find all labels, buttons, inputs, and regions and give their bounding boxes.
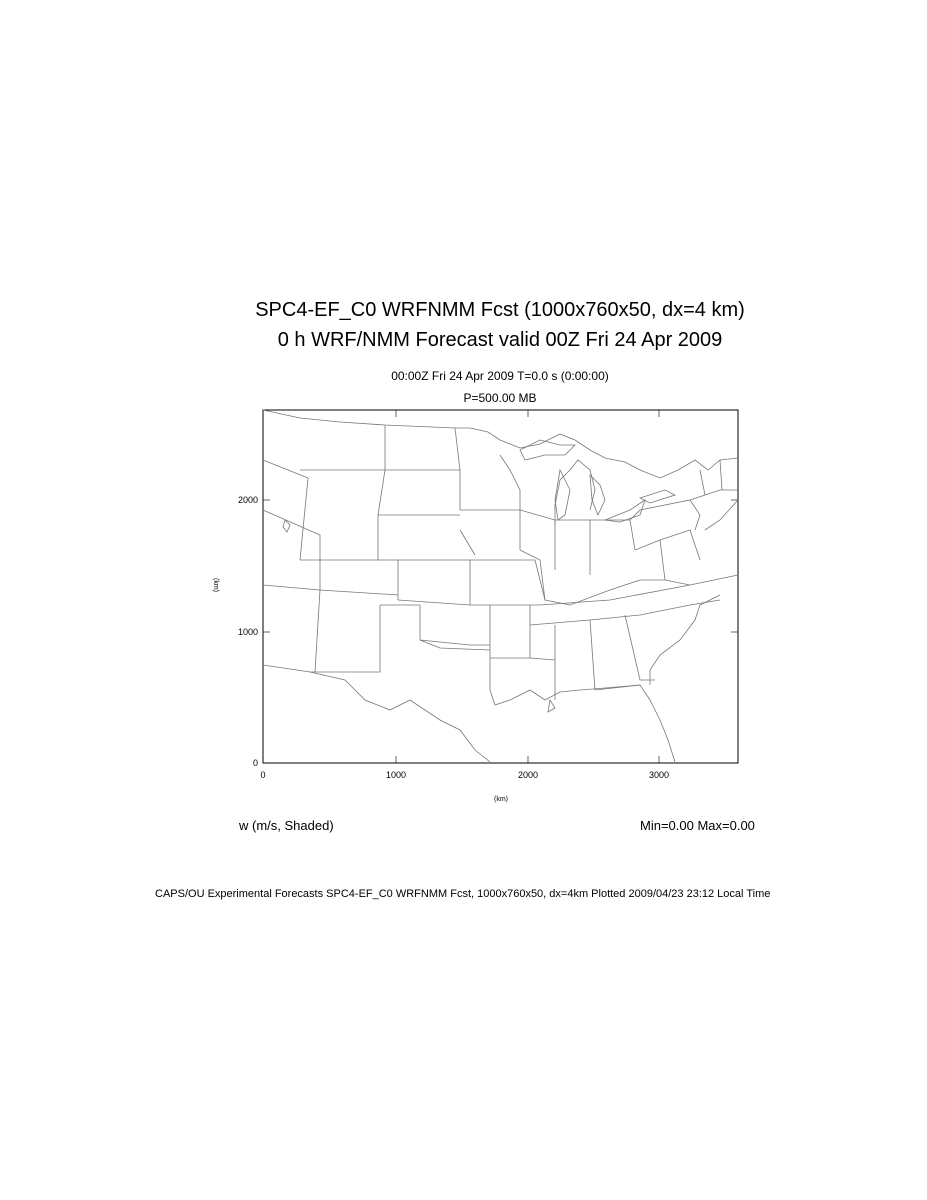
pressure-level-label: P=500.00 MB xyxy=(463,391,537,405)
min-max-legend: Min=0.00 Max=0.00 xyxy=(640,818,755,833)
x-tick-3000: 3000 xyxy=(648,770,670,780)
state-boundaries xyxy=(263,410,738,762)
valid-time-label: 00:00Z Fri 24 Apr 2009 T=0.0 s (0:00:00) xyxy=(391,369,609,383)
x-axis-unit: (km) xyxy=(494,796,508,803)
y-tick-2000: 2000 xyxy=(237,495,258,505)
plot-subtitle: 0 h WRF/NMM Forecast valid 00Z Fri 24 Apr 2009 xyxy=(277,329,723,351)
x-tick-0: 0 xyxy=(260,770,266,780)
x-tick-1000: 1000 xyxy=(385,770,407,780)
field-legend: w (m/s, Shaded) xyxy=(239,818,334,833)
y-tick-0: 0 xyxy=(252,758,258,768)
y-tick-1000: 1000 xyxy=(237,627,258,637)
x-tick-2000: 2000 xyxy=(517,770,539,780)
frame-ticks xyxy=(263,410,738,763)
plot-title: SPC4-EF_C0 WRFNMM Fcst (1000x760x50, dx=4 km) xyxy=(255,299,745,321)
map-frame xyxy=(263,410,738,763)
plot-footer: CAPS/OU Experimental Forecasts SPC4-EF_C0 WRFNMM Fcst, 1000x760x50, dx=4km Plotted 2009/04/23 23:12 Local Time xyxy=(155,888,771,900)
y-axis-unit: (km) xyxy=(212,578,219,592)
